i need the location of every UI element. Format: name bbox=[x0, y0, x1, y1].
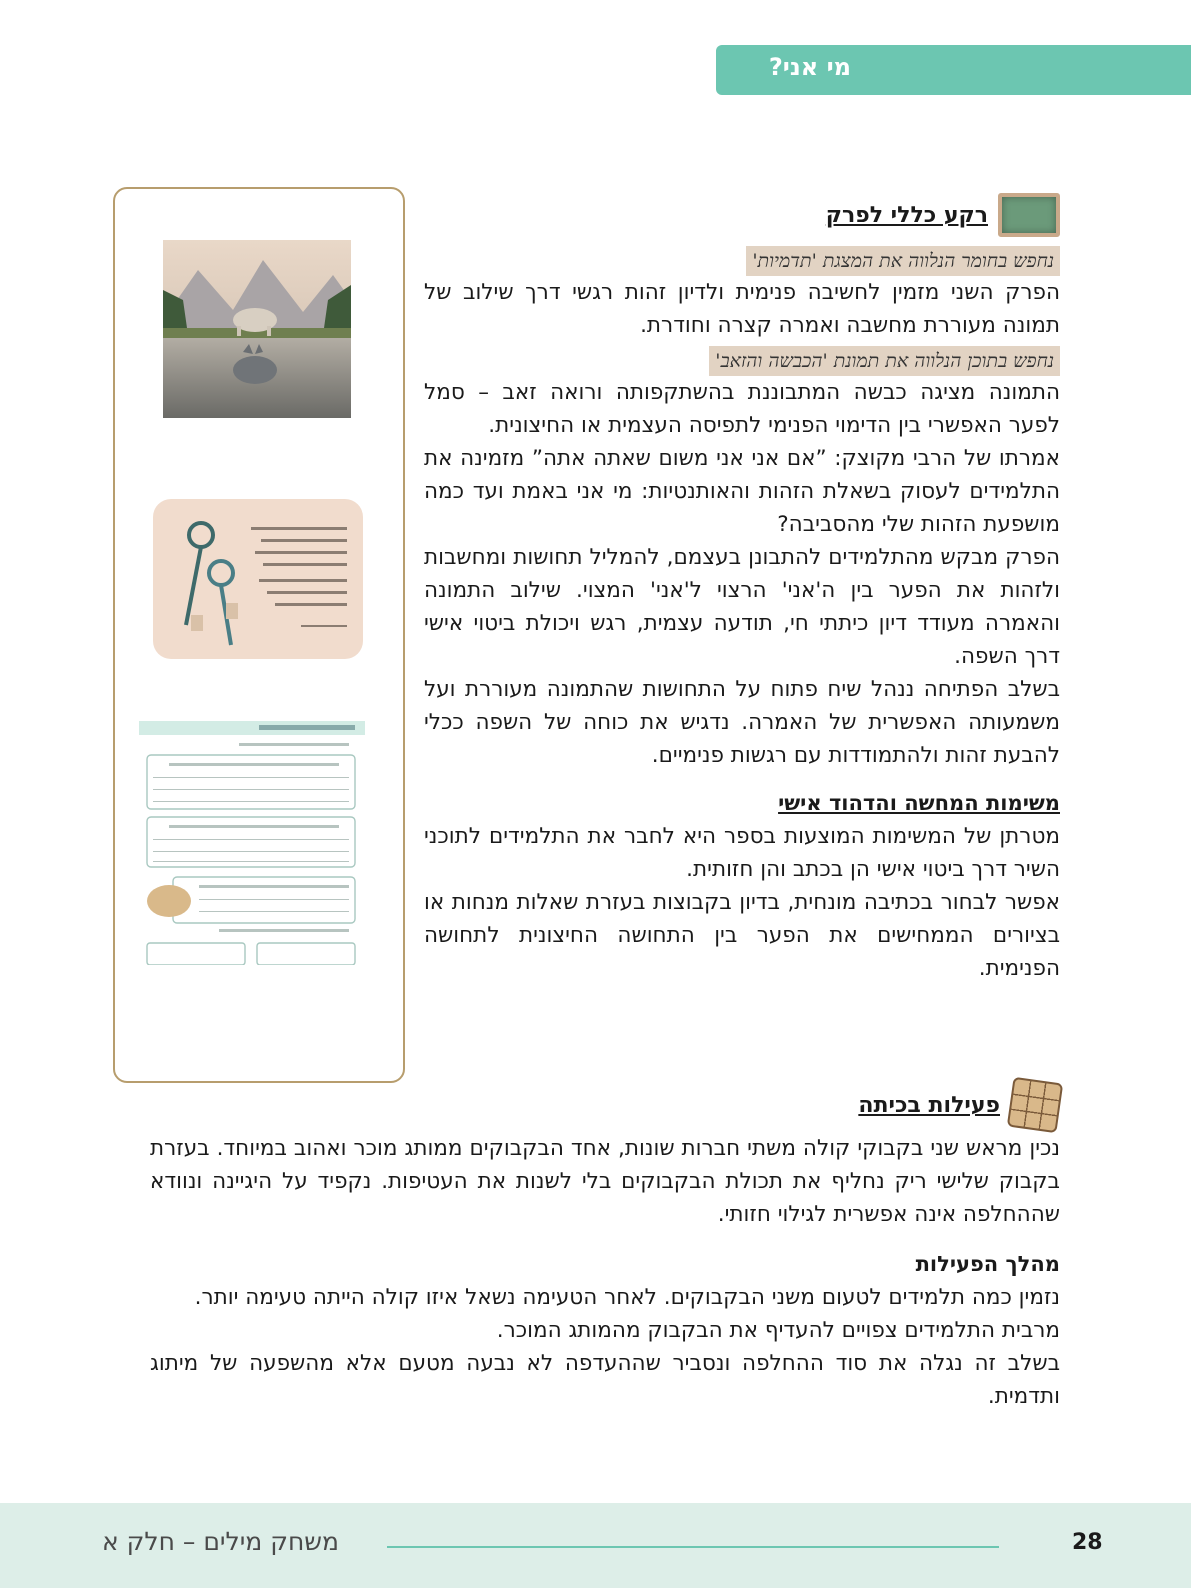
note-row-image bbox=[424, 346, 1060, 376]
note-row-poem bbox=[424, 246, 1060, 276]
tasks-title: משימות המחשה והדהוד אישי bbox=[778, 791, 1060, 815]
note-presentation: נחפש בחומר הנלווה את המצגת 'תדמיות' bbox=[746, 246, 1060, 276]
activity-section bbox=[150, 1078, 1060, 1413]
activity-title: פעילות בכיתה bbox=[858, 1092, 1000, 1118]
process-step-1: נזמין כמה תלמידים לטעום משני הבקבוקים. לאחר הטעימה נשאל איזו קולה הייתה טעימה יותר. bbox=[194, 1285, 1060, 1310]
chalkboard-icon bbox=[998, 193, 1060, 237]
footer-book-title: משחק מילים – חלק א bbox=[102, 1527, 339, 1556]
chapter-tab-title: מי אני? bbox=[768, 53, 851, 81]
process-step-3: בשלב זה נגלה את סוד ההחלפה ונסביר שההעדפה לא נבעה מטעם אלא מהשפעה של מיתוג ותדמית. bbox=[150, 1351, 1060, 1409]
background-paragraph-2: התמונה מציגה כבשה המתבוננת בהשתקפותה ורואה זאב – סמל לפער האפשרי בין הדימוי הפנימי לתפיסה העצמית או החיצונית. bbox=[424, 380, 1060, 438]
activity-paragraph-1: נכין מראש שני בקבוקי קולה משתי חברות שונות, אחד הבקבוקים ממותג מוכר ואהוב במיוחד. בעזרת בקבוק שלישי ריק נחליף את תכולת הבקבוקים בלי לשנות את העטיפות. נקפיד על היגיינה ונוודא שההחלפה אינה אפשרית לגילוי חזותי. bbox=[150, 1136, 1060, 1227]
tasks-paragraph-1: מטרתן של המשימות המוצעות בספר היא לחבר את התלמידים לתוכני השיר דרך ביטוי אישי הן בכתב והן חזותית. bbox=[424, 824, 1060, 882]
activity-heading-row bbox=[150, 1078, 1060, 1132]
note-image: נחפש בתוכן הנלווה את תמונת 'הכבשה והזאב' bbox=[709, 346, 1060, 376]
quote-keys-image bbox=[151, 495, 365, 663]
background-paragraph-5: בשלב הפתיחה ננהל שיח פתוח על התחושות שהתמונה מעוררת ועל משמעותה האפשרית של האמרה. נדגיש את כוחה של השפה ככלי להבעת זהות ולהתמודדות עם רגשות פנימיים. bbox=[424, 677, 1060, 768]
chapter-tab bbox=[716, 45, 1191, 95]
tasks-paragraph-2: אפשר לבחור בכתיבה מונחית, בדיון בקבוצות בעזרת שאלות מנחות או בציורים הממחישים את הפער בין התחושה החיצונית לתחושה הפנימית. bbox=[424, 890, 1060, 981]
sheep-wolf-reflection-image bbox=[163, 240, 351, 418]
background-paragraph-4: הפרק מבקש מהתלמידים להתבונן בעצמם, להמליל תחושות ומחשבות ולזהות את הפער בין ה'אני' הרצוי ל'אני' המצוי. שילוב התמונה והאמרה מעודד דיון כיתתי חי, תודעה עצמית, רגש ויכולת ביטוי אישי דרך השפה. bbox=[424, 545, 1060, 669]
background-paragraph-3: אמרתו של הרבי מקוצק: ”אם אני אני משום שאתה אתה” מזמינה את התלמידים לעסוק בשאלת הזהות והאותנטיות: מי אני באמת ועד כמה מושפעת הזהות שלי מהסביבה? bbox=[424, 446, 1060, 537]
process-title: מהלך הפעילות bbox=[915, 1252, 1060, 1276]
footer-divider bbox=[387, 1546, 999, 1548]
background-paragraph-1: הפרק השני מזמין לחשיבה פנימית ולדיון זהות רגשי דרך שילוב של תמונה מעוררת מחשבה ואמרה קצרה וחודרת. bbox=[424, 280, 1060, 338]
background-title: רקע כללי לפרק bbox=[825, 202, 988, 228]
process-step-2: מרבית התלמידים צפויים להעדיף את הבקבוק מהמותג המוכר. bbox=[496, 1318, 1060, 1343]
sidebar-thumbnails bbox=[113, 187, 405, 1083]
background-heading-row bbox=[424, 188, 1060, 242]
worksheet-thumbnail bbox=[139, 721, 365, 965]
main-column bbox=[424, 188, 1060, 985]
rubik-cube-icon bbox=[1007, 1077, 1063, 1133]
page-number: 28 bbox=[1072, 1530, 1103, 1555]
